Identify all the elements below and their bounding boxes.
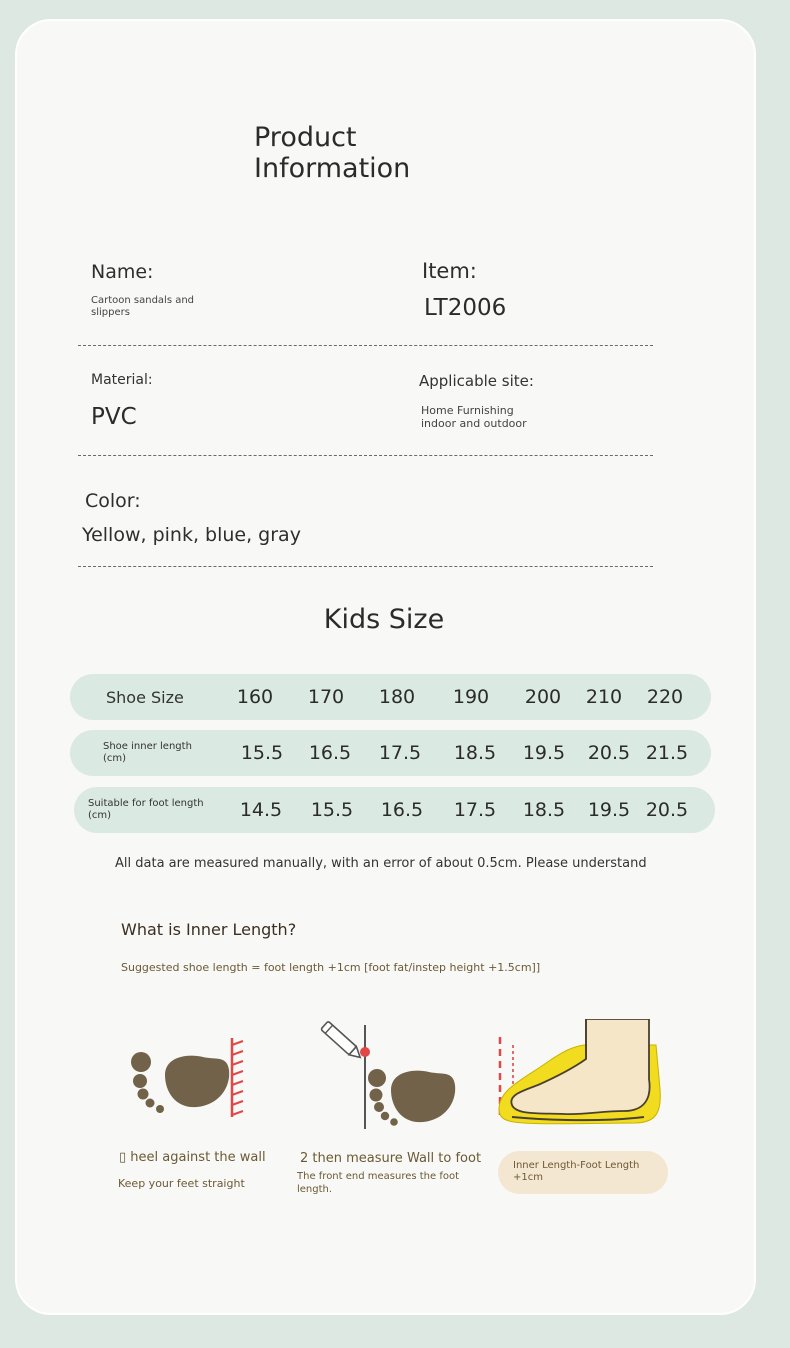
wall-icon	[232, 1038, 243, 1117]
size-cell: 210	[585, 686, 623, 708]
pencil-icon	[315, 1017, 470, 1132]
size-cell: 20.5	[587, 742, 631, 764]
size-cell: 19.5	[587, 799, 631, 821]
row-label: Shoe inner length (cm)	[103, 741, 192, 764]
guide-heading: What is Inner Length?	[121, 920, 297, 939]
size-cell: 14.5	[239, 799, 283, 821]
size-cell: 18.5	[453, 742, 497, 764]
step-1-sub: Keep your feet straight	[118, 1177, 245, 1190]
color-value: Yellow, pink, blue, gray	[82, 524, 301, 546]
row-label: Shoe Size	[106, 687, 184, 707]
material-value: PVC	[91, 404, 137, 430]
item-value: LT2006	[424, 295, 507, 321]
slipper-foot-icon	[494, 1019, 664, 1129]
size-table-title: Kids Size	[323, 604, 445, 635]
step-2-caption: 2 then measure Wall to foot	[300, 1151, 482, 1166]
site-value: Home Furnishing indoor and outdoor	[421, 404, 527, 430]
step-3-badge	[498, 1151, 668, 1194]
size-cell: 190	[452, 686, 490, 708]
divider	[78, 455, 653, 456]
size-row-foot-length	[74, 787, 715, 833]
step-1-caption: ▯ heel against the wall	[119, 1150, 266, 1165]
material-label: Material:	[91, 372, 153, 388]
item-label: Item:	[422, 259, 477, 283]
size-cell: 18.5	[522, 799, 566, 821]
size-cell: 220	[646, 686, 684, 708]
step-3-caption: Inner Length-Foot Length +1cm	[513, 1160, 640, 1183]
divider	[78, 345, 653, 346]
size-cell: 17.5	[453, 799, 497, 821]
size-cell: 200	[524, 686, 562, 708]
size-cell: 170	[307, 686, 345, 708]
divider	[78, 566, 653, 567]
size-cell: 16.5	[380, 799, 424, 821]
site-label: Applicable site:	[419, 372, 534, 390]
size-cell: 21.5	[645, 742, 689, 764]
size-cell: 160	[236, 686, 274, 708]
size-cell: 19.5	[522, 742, 566, 764]
color-label: Color:	[85, 490, 141, 512]
size-cell: 180	[378, 686, 416, 708]
measurement-note: All data are measured manually, with an error of about 0.5cm. Please understand	[115, 856, 647, 871]
size-cell: 20.5	[645, 799, 689, 821]
size-cell: 16.5	[308, 742, 352, 764]
name-value: Cartoon sandals and slippers	[91, 295, 195, 318]
step-2-sub: The front end measures the foot length.	[297, 1171, 460, 1195]
guide-suggestion: Suggested shoe length = foot length +1cm [foot fat/instep height +1.5cm]]	[121, 961, 541, 974]
footprint-icon	[125, 1035, 250, 1120]
size-cell: 17.5	[378, 742, 422, 764]
size-row-shoe-size	[70, 674, 711, 720]
row-label: Suitable for foot length (cm)	[88, 798, 204, 821]
size-row-inner-length	[70, 730, 711, 776]
page-title: Product Information	[254, 122, 411, 184]
size-cell: 15.5	[240, 742, 284, 764]
size-cell: 15.5	[310, 799, 354, 821]
name-label: Name:	[91, 261, 154, 283]
